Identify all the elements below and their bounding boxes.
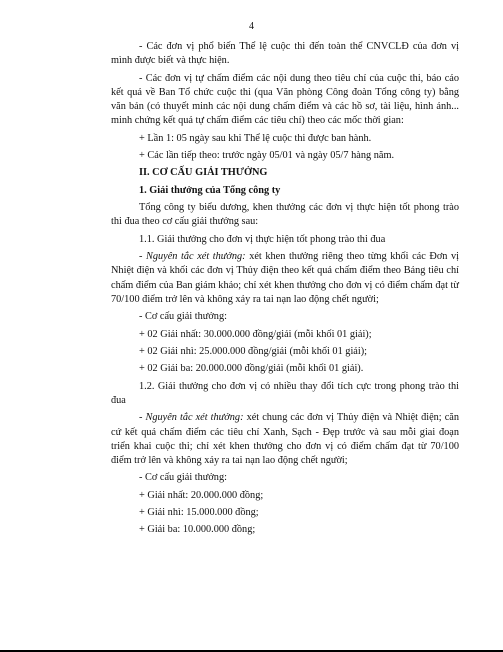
principle-lead-1-1: - Nguyên tắc xét thưởng:: [139, 251, 246, 263]
prize-second-1-1: + 02 Giải nhì: 25.000.000 đồng/giải (mỗi khối 01 giải);: [139, 345, 368, 357]
list-item-next-rounds: + Các lần tiếp theo: trước ngày 05/01 và ngày 05/7 hàng năm.: [139, 149, 395, 161]
paragraph-intro-awards: Tổng công ty biểu dương, khen thưởng các đơn vị thực hiện tốt phong trào thi đua theo cơ cấu giải thưởng sau:: [111, 202, 459, 228]
document-body: [111, 40, 459, 541]
prize-second-1-2: + Giải nhì: 15.000.000 đồng;: [139, 507, 259, 519]
subsection-1-1-title: 1.1. Giải thưởng cho đơn vị thực hiện tốt phong trào thi đua: [139, 233, 386, 245]
list-item-round-1: + Lần 1: 05 ngày sau khi Thể lệ cuộc thi được ban hành.: [139, 132, 372, 144]
structure-label-1-1: - Cơ cấu giải thưởng:: [139, 311, 227, 323]
principle-lead-1-2: - Nguyên tắc xét thưởng:: [139, 412, 244, 424]
paragraph-self-scoring: - Các đơn vị tự chấm điểm các nội dung theo tiêu chí của cuộc thi, báo cáo kết quả về Ban Tổ chức cuộc thi (qua Văn phòng Công đoàn Tổng công ty) bằng văn bản (có thuyết minh các nội dung chấm điểm và các hồ sơ, tài liệu, hình ảnh... minh chứng kết quả tự chấm điểm các tiêu chí) theo các mốc thời gian:: [111, 72, 459, 127]
paragraph-dissemination: - Các đơn vị phổ biến Thể lệ cuộc thi đến toàn thể CNVCLĐ của đơn vị mình được biết và thực hiện.: [111, 41, 459, 67]
subsection-heading-1: 1. Giải thưởng của Tổng công ty: [139, 184, 281, 196]
prize-first-1-1: + 02 Giải nhất: 30.000.000 đồng/giải (mỗi khối 01 giải);: [139, 328, 372, 340]
principle-text-1-2: xét chung các đơn vị Thủy điện và Nhiệt điện; căn cứ kết quả chấm điểm các tiêu chí Xanh, Sạch - Đẹp trước và sau mỗi giai đoạn triển khai cuộc thi; chỉ xét khen thưởng cho đơn vị có điểm chấm đạt từ 70/100 điểm trở lên và không xảy ra tai nạn lao động chết người;: [111, 412, 460, 466]
paragraph-principle-1-1: [111, 250, 459, 307]
page-number: 4: [249, 21, 254, 32]
section-heading-ii: II. CƠ CẤU GIẢI THƯỞNG: [139, 167, 268, 179]
paragraph-principle-1-2: [111, 411, 459, 468]
prize-third-1-1: + 02 Giải ba: 20.000.000 đồng/giải (mỗi khối 01 giải).: [139, 363, 364, 375]
structure-label-1-2: - Cơ cấu giải thưởng:: [139, 472, 227, 484]
principle-text-1-1: xét khen thưởng riêng theo từng khối các Đơn vị Nhiệt điện và khối các đơn vị Thủy điện theo kết quả chấm điểm theo Bảng tiêu chí chấm điểm của Ban giám khảo; chỉ xét khen thưởng cho đơn vị có điểm chấm đạt từ 70/100 điểm trở lên và không xảy ra tai nạn lao động chết người;: [111, 251, 459, 305]
subsection-1-2-title: 1.2. Giải thưởng cho đơn vị có nhiều thay đổi tích cực trong phong trào thi đua: [111, 380, 459, 406]
prize-first-1-2: + Giải nhất: 20.000.000 đồng;: [139, 489, 264, 501]
prize-third-1-2: + Giải ba: 10.000.000 đồng;: [139, 524, 256, 536]
